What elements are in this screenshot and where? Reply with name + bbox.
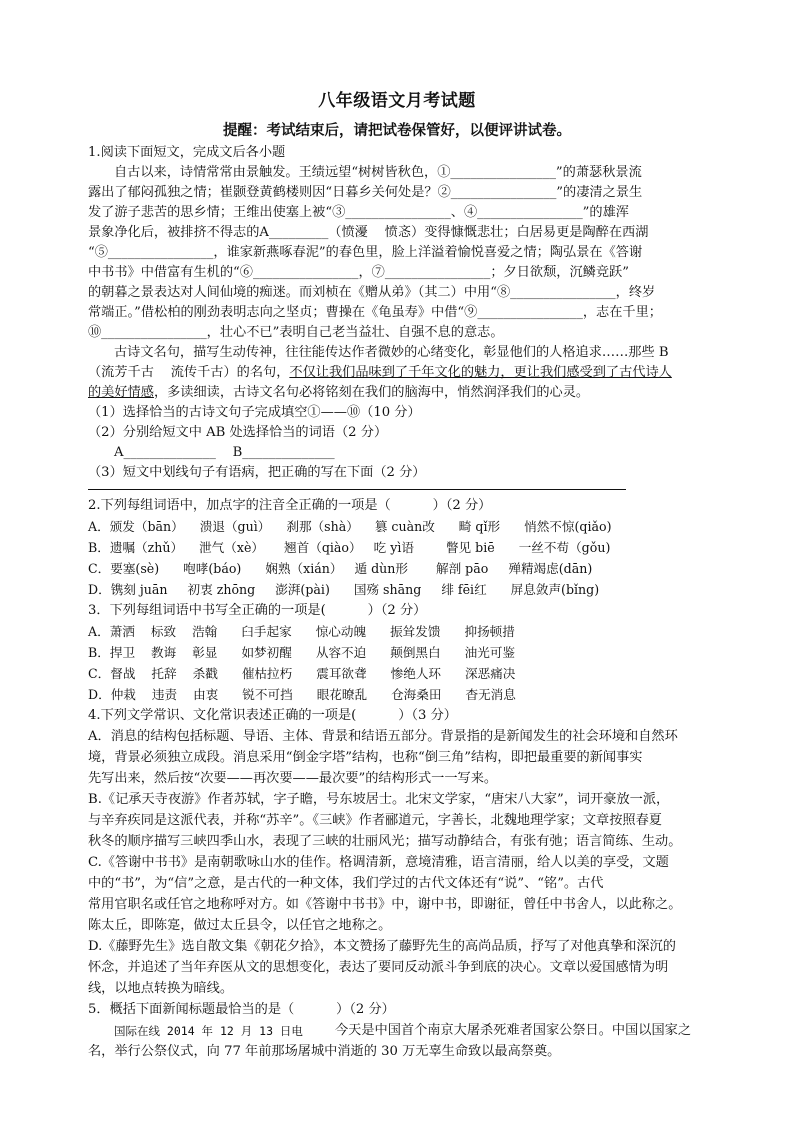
option-b-text: 秋冬的顺序描写三峡四季山水，表现了三峡的壮丽风光；描写动静结合，有张有弛；语言简练、生动。 [88,834,682,849]
passage-line: ⑩________________，壮心不已”表明自己老当益壮、自强不息的意志。 [88,325,504,340]
news-text: 今天是中国首个南京大屠杀死难者国家公祭日。中国以国家之 [335,1023,692,1038]
option-c: C．督战 托辞 杀戳 催枯拉朽 震耳欲聋 惨绝人环 深恶痛决 [88,666,516,681]
option-d: D．镌刻 juān 初衷 zhōng 澎湃(pài) 国殇 shāng 绯 fēi红 屏息敛声(bǐng) [88,582,600,597]
option-c-text: C.《答谢中书书》是南朝歌咏山水的佳作。格调清新，意境清雅，语言清丽，给人以美的享受，文题 [88,855,669,870]
passage-line: 发了游子悲苦的思乡情；王维出使塞上被“③________________、④________________”的雄浑 [88,205,629,220]
passage-line: 的朝暮之景表达对人间仙境的痴迷。而刘桢在《赠从弟》（其二）中用“⑧________________，终岁 [88,285,656,300]
passage-line-underlined [88,383,589,403]
option-d-text: 怀念，并追述了当年弃医从文的思想变化，表达了要同反动派斗争到底的决心。文章以爱国感情为明 [88,960,669,975]
option-c-text: 陈太丘，即陈寔，做过太丘县令，以任官之地称之。 [88,918,392,933]
passage-line: 自古以来，诗情常常由景触发。王绩远望“树树皆秋色，①________________”的萧瑟秋景流 [114,165,642,180]
question-3: 3．下列每组词语中书写全正确的一项是( ）（2 分） [88,603,427,618]
passage-text: （流芳千古 流传千古）的名句， [88,365,290,380]
passage-line: 中书书》中借富有生机的“⑥________________，⑦________________；夕日欲颓，沉鳞竞跃” [88,265,629,280]
passage-line: 景象净化后，被排挤不得志的A_________（愤瀀 愤忞）变得慷慨悲壮；白居易更是陶醉在西湖 [88,225,649,240]
question-5: 5．概括下面新闻标题最恰当的是（ ）（2 分） [88,1002,395,1017]
option-c: C．要塞(sè) 咆哮(báo) 娴熟（xián） 遁 dùn形 解剖 pāo 殚精竭虑(dān) [88,561,593,576]
underlined-sentence: 的美好情感 [88,385,154,400]
passage-line: 常端正。”借松柏的刚劲表明志向之坚贞；曹操在《龟虽寿》中借“⑨________________，志在千里； [88,305,662,320]
passage-text: ，多读细读，古诗文名句必将铭刻在我们的脑海中，悄然润泽我们的心灵。 [153,385,590,400]
page-title: 八年级语文月考试题 [318,91,476,111]
sub-question: （2）分别给短文中 AB 处选择恰当的词语（2 分） [88,425,388,440]
option-a: A．萧洒 标致 浩翰 臼手起家 惊心动魄 振耸发馈 抑扬顿措 [88,624,515,639]
option-a: A．颁发（bān） 溃退（guì） 刹那（shà） 篡 cuàn改 畸 qǐ形 悄然不惊(qiǎo) [88,519,612,534]
passage-line: 古诗文名句，描写生动传神，往往能传达作者微妙的心绪变化，彰显他们的人格追求……那些 B [114,345,669,360]
passage-line: 露出了郁闷孤独之情；崔颢登黄鹤楼则因“日暮乡关何处是？②________________”的凄清之景生 [88,185,643,200]
passage-line-underlined [88,363,672,383]
option-b: B．捍卫 教诲 彰显 如梦初醒 从容不迫 颠倒黑白 油光可鉴 [88,645,516,660]
option-c-text: 中的“书”，为“信”之意，是古代的一种文体，我们学过的古代文体还有“说”、“铭”。古代 [88,876,604,891]
reminder: 提醒：考试结束后，请把试卷保管好，以便评讲试卷。 [223,122,571,139]
option-a-text: 境，背景必须独立成段。消息采用“倒金字塔”结构，也称“倒三角”结构，即把最重要的新闻事实 [88,750,643,765]
option-a-text: A．消息的结构包括标题、导语、主体、背景和结语五部分。背景指的是新闻发生的社会环境和自然环 [88,729,678,744]
option-d-text: 线，以地点转换为暗线。 [88,981,234,996]
question-2: 2.下列每组词语中，加点字的注音全正确的一项是（ ）（2 分） [88,498,492,513]
option-b: B．遗嘱（zhǔ） 泄气（xè） 翘首（qiào） 吃 yì语 瞥见 biē 一丝不苟（gǒu) [88,540,611,555]
option-b-text: 与辛弃疾同是这派代表，并称“苏辛”。《三峡》作者郦道元，字善长，北魏地理学家；文章按照春夏 [88,813,662,828]
option-d-text: D.《藤野先生》选自散文集《朝花夕拾》，本文赞扬了藤野先生的高尚品质，抒写了对他真挚和深沉的 [88,939,676,954]
news-dateline: 国际在线 2014 年 12 月 13 日电 [114,1024,303,1038]
option-c-text: 常用官职名或任官之地称呼对方。如《答谢中书书》中，谢中书，即谢征，曾任中书舍人，以此称之。 [88,897,682,912]
option-d: D．仲栽 违责 由衷 锐不可挡 眼花暸乱 仓海桑田 杳无消息 [88,687,516,702]
answer-line [88,489,626,490]
sub-question: （3）短文中划线句子有语病，把正确的写在下面（2 分） [88,465,426,480]
underlined-sentence: 不仅让我们品味到了千年文化的魅力，更让我们感受到了古代诗人 [289,365,672,380]
question-1-heading: 1.阅读下面短文，完成文后各小题 [88,145,286,160]
option-a-text: 先写出来，然后按“次要——再次要——最次要”的结构形式一一写来。 [88,771,498,786]
passage-line: “⑤________________，谁家新燕啄春泥”的春色里，脸上洋溢着愉悦喜爱之情；陶弘景在《答谢 [88,245,643,260]
sub-question: （1）选择恰当的古诗文句子完成填空①——⑩（10 分） [88,405,421,420]
news-text: 名，举行公祭仪式，向 77 年前那场屠城中消逝的 30 万无辜生命致以最高祭奠。 [88,1044,561,1059]
option-b-text: B.《记承天寺夜游》作者苏轼，字子瞻，号东坡居士。北宋文学家，“唐宋八大家”，词开豪放一派， [88,792,670,807]
question-4: 4.下列文学常识、文化常识表述正确的一项是( ）（3 分） [88,708,457,723]
answer-blanks: A______________ B______________ [114,445,335,460]
